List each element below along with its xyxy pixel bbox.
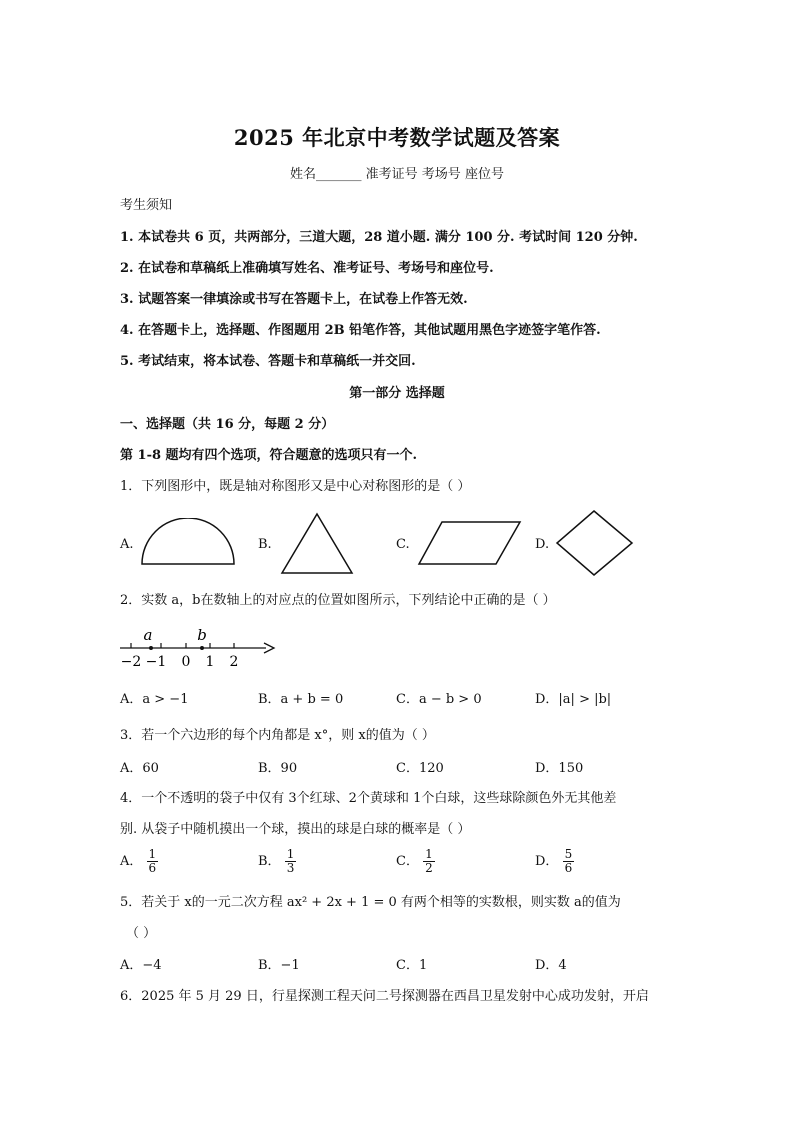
- q3-option-d: D．150: [535, 761, 584, 776]
- q1-semicircle-figure: [138, 518, 238, 568]
- q4-option-d-denominator: 6: [564, 861, 573, 875]
- axis-point-b-label: b: [197, 626, 207, 644]
- candidate-info-line: 姓名_______ 准考证号 考场号 座位号: [290, 167, 504, 182]
- q4-option-c-fraction: [423, 848, 435, 875]
- q2-option-a: A．a > −1: [120, 692, 189, 707]
- q4-option-c-numerator: 1: [425, 847, 433, 861]
- notice-item-1: 1. 本试卷共 6 页，共两部分，三道大题，28 道小题. 满分 100 分. 考试时间 120 分钟.: [120, 230, 638, 245]
- q4-option-b-letter: B．: [258, 854, 281, 869]
- q4-option-a-denominator: 6: [148, 861, 157, 875]
- axis-point-a-label: a: [143, 626, 153, 644]
- axis-tick-minus-1: −1: [145, 654, 167, 670]
- q5-option-b: B．−1: [258, 958, 300, 973]
- q3-option-c: C．120: [396, 761, 444, 776]
- question-1-stem: 1．下列图形中，既是轴对称图形又是中心对称图形的是（ ）: [120, 479, 471, 494]
- question-3-stem: 3．若一个六边形的每个内角都是 x°，则 x的值为（ ）: [120, 728, 435, 743]
- q4-option-a-fraction: [147, 848, 159, 875]
- question-2-stem: 2．实数 a，b在数轴上的对应点的位置如图所示，下列结论中正确的是（ ）: [120, 593, 556, 608]
- q2-option-b: B．a + b = 0: [258, 692, 344, 707]
- axis-tick-minus-2: −2: [120, 654, 142, 670]
- question-5-stem-line-2: （ ）: [126, 926, 157, 941]
- q4-option-b-fraction: [285, 848, 297, 875]
- q2-option-c: C．a − b > 0: [396, 692, 482, 707]
- q1-option-a-label: A.: [120, 537, 134, 552]
- q1-parallelogram-figure: [416, 518, 524, 568]
- q2-number-line: [116, 622, 286, 670]
- part-title: 第一部分 选择题: [349, 386, 445, 401]
- question-4-stem-line-2: 别. 从袋子中随机摸出一个球，摸出的球是白球的概率是（ ）: [120, 822, 471, 837]
- q3-option-a: A．60: [120, 761, 159, 776]
- q4-option-b-numerator: 1: [286, 847, 295, 861]
- q1-option-b-label: B.: [258, 537, 272, 552]
- notice-item-3: 3. 试题答案一律填涂或书写在答题卡上，在试卷上作答无效.: [120, 292, 468, 307]
- q4-option-b-denominator: 3: [286, 861, 295, 875]
- axis-tick-1: 1: [205, 654, 215, 670]
- q4-option-a: [120, 848, 158, 875]
- notice-item-2: 2. 在试卷和草稿纸上准确填写姓名、准考证号、考场号和座位号.: [120, 261, 494, 276]
- section-instruction: 第 1-8 题均有四个选项，符合题意的选项只有一个.: [120, 448, 418, 463]
- q4-option-d-fraction: [563, 848, 575, 875]
- q1-rhombus-figure: [554, 508, 636, 578]
- notice-heading: 考生须知: [120, 198, 173, 213]
- q2-option-d: D．|a| > |b|: [535, 692, 612, 707]
- q5-option-a: A．−4: [120, 958, 162, 973]
- exam-title: 2025 年北京中考数学试题及答案: [233, 125, 561, 150]
- q5-option-d: D．4: [535, 958, 567, 973]
- q3-option-b: B．90: [258, 761, 298, 776]
- q4-option-c: [396, 848, 435, 875]
- question-4-stem-line-1: 4．一个不透明的袋子中仅有 3个红球、2个黄球和 1个白球，这些球除颜色外无其他差: [120, 791, 617, 806]
- axis-tick-0: 0: [181, 654, 191, 670]
- q4-option-c-denominator: 2: [425, 861, 433, 875]
- q4-option-d-letter: D．: [535, 854, 559, 869]
- q4-option-b: [258, 848, 296, 875]
- q4-option-d-numerator: 5: [564, 847, 573, 861]
- question-6-stem-line-1: 6．2025 年 5 月 29 日，行星探测工程天问二号探测器在西昌卫星发射中心成功发射，开启: [120, 989, 649, 1004]
- q1-triangle-figure: [278, 510, 358, 576]
- notice-item-4: 4. 在答题卡上，选择题、作图题用 2B 铅笔作答，其他试题用黑色字迹签字笔作答.: [120, 323, 601, 338]
- question-5-stem-line-1: 5．若关于 x的一元二次方程 ax² + 2x + 1 = 0 有两个相等的实数根，则实数 a的值为: [120, 895, 621, 910]
- q4-option-a-numerator: 1: [148, 847, 157, 861]
- notice-item-5: 5. 考试结束，将本试卷、答题卡和草稿纸一并交回.: [120, 354, 416, 369]
- q1-option-c-label: C.: [396, 537, 410, 552]
- q1-option-d-label: D.: [535, 537, 550, 552]
- axis-tick-2: 2: [229, 654, 239, 670]
- q4-option-a-letter: A．: [120, 854, 143, 869]
- q4-option-d: [535, 848, 574, 875]
- section-heading: 一、选择题（共 16 分，每题 2 分）: [120, 417, 335, 432]
- q4-option-c-letter: C．: [396, 854, 419, 869]
- q5-option-c: C．1: [396, 958, 428, 973]
